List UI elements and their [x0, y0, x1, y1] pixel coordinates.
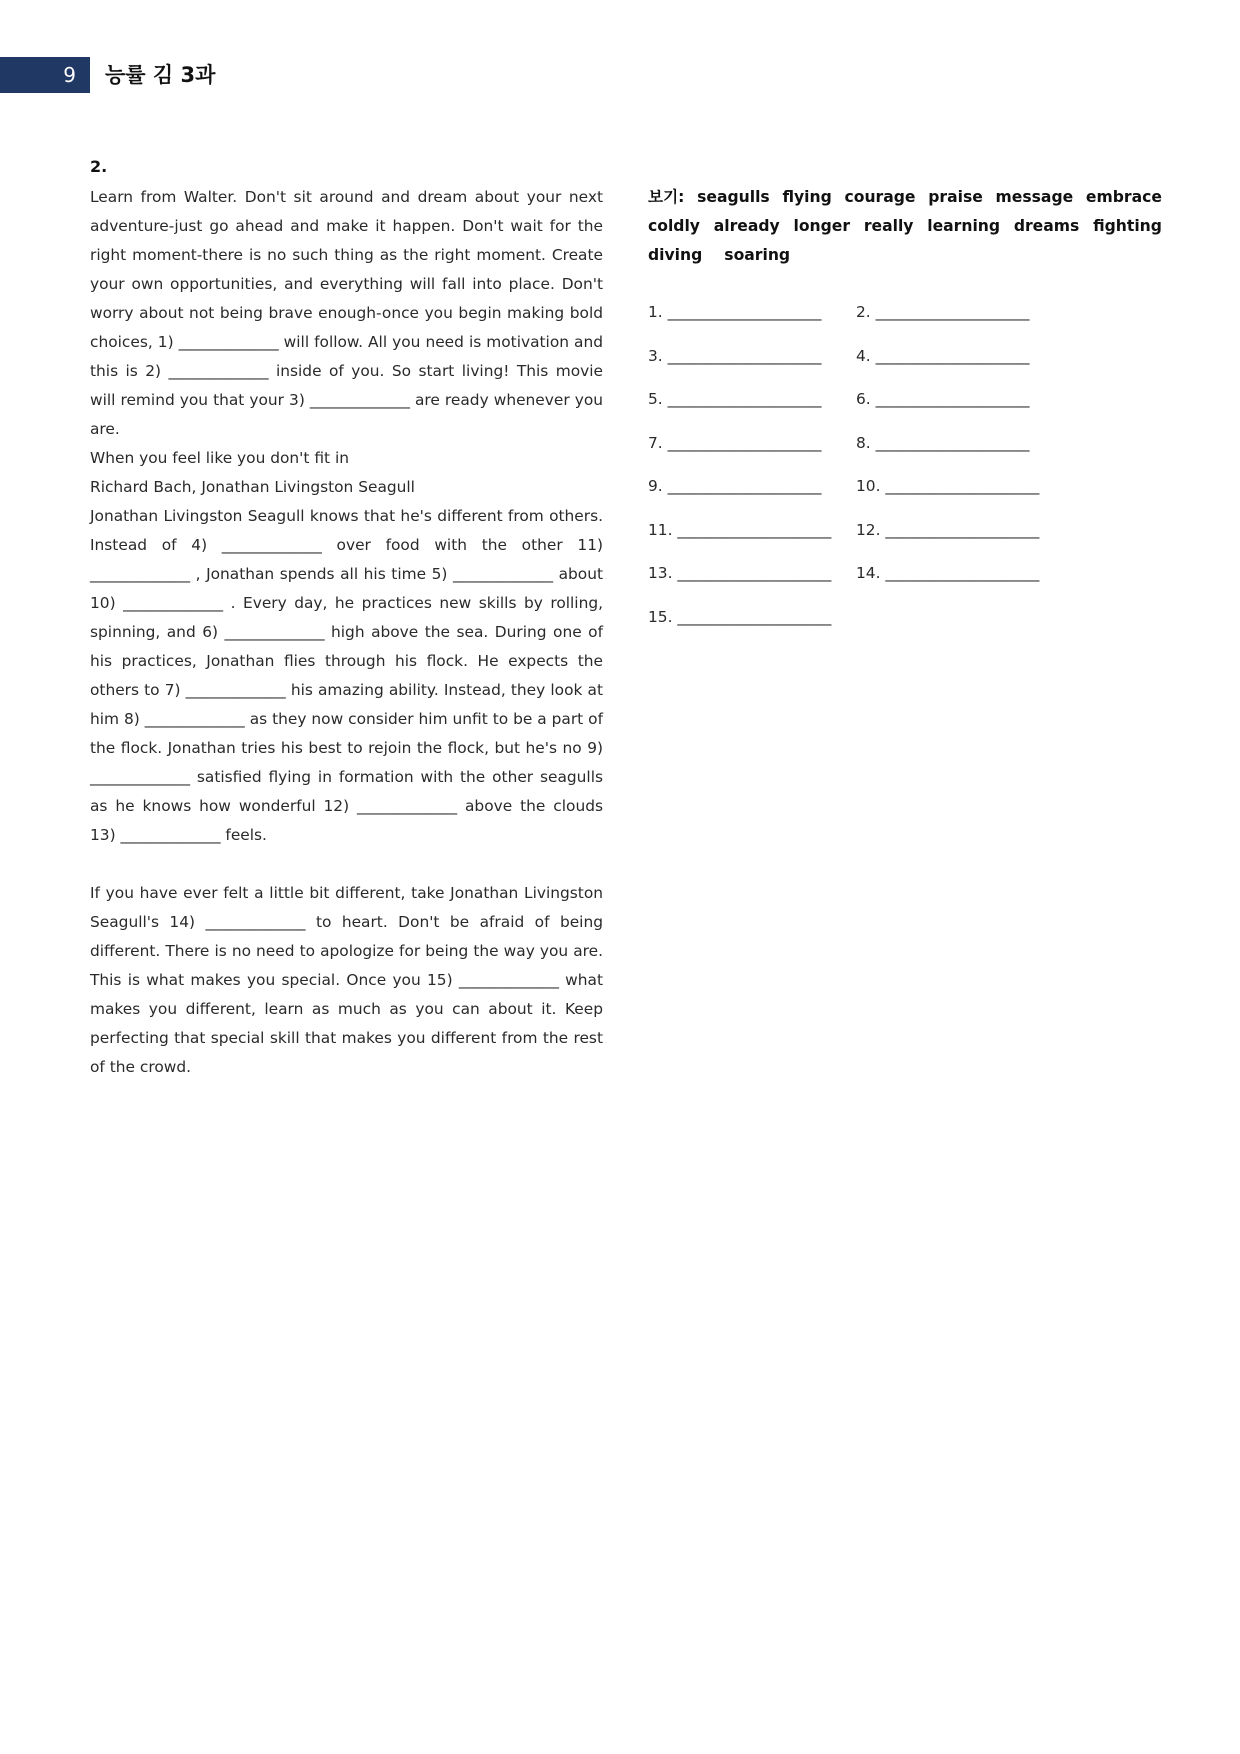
answer-blanks	[648, 298, 1068, 646]
answer-blank-14[interactable]: 14. ____________________	[856, 564, 1040, 582]
reading-passage	[90, 183, 603, 1082]
answer-blank-15[interactable]: 15. ____________________	[648, 607, 832, 626]
answer-blank-6[interactable]: 6. ____________________	[856, 390, 1030, 408]
answer-blank-2[interactable]: 2. ____________________	[856, 303, 1030, 321]
answer-blank-4[interactable]: 4. ____________________	[856, 346, 1030, 365]
unit-title: 능률 김 3과	[105, 63, 216, 87]
passage-book-reference: Richard Bach, Jonathan Livingston Seagull	[90, 478, 415, 496]
word-bank-word: courage	[844, 188, 916, 206]
word-bank-row-2	[648, 212, 1162, 241]
answer-blank-5[interactable]: 5. ____________________	[648, 390, 822, 408]
answer-row	[648, 429, 1068, 473]
word-bank	[648, 183, 1162, 270]
answer-blank-3[interactable]: 3. ____________________	[648, 346, 822, 365]
passage-subheading: When you feel like you don't fit in	[90, 449, 349, 467]
passage-paragraph-3: If you have ever felt a little bit different, take Jonathan Livingston Seagull's 14) _____________ to heart. Don't be afraid of being different. There is no need to apologize for being the way you are. This is what makes you special. Once you 15) _____________ what makes you different, learn as much as you can about it. Keep perfecting that special skill that makes you different from the rest of the crowd.	[90, 884, 603, 1076]
word-bank-word: dreams	[1013, 217, 1080, 235]
word-bank-word: fighting	[1093, 217, 1162, 235]
answer-blank-13[interactable]: 13. ____________________	[648, 564, 832, 582]
answer-blank-10[interactable]: 10. ____________________	[856, 477, 1040, 495]
answer-row	[648, 603, 1068, 647]
answer-row	[648, 516, 1068, 560]
answer-row	[648, 559, 1068, 603]
paragraph-spacer	[90, 850, 603, 879]
word-bank-word: really	[863, 217, 914, 235]
word-bank-word: message	[995, 188, 1074, 206]
word-bank-word: learning	[927, 217, 1001, 235]
page-number-badge	[0, 57, 90, 93]
answer-row	[648, 385, 1068, 429]
word-bank-word: soaring	[724, 246, 791, 264]
answer-blank-1[interactable]: 1. ____________________	[648, 303, 822, 321]
answer-blank-11[interactable]: 11. ____________________	[648, 520, 832, 539]
answer-row	[648, 342, 1068, 386]
word-bank-word: embrace	[1085, 188, 1162, 206]
word-bank-row-1	[648, 183, 1162, 212]
word-bank-word: longer	[793, 217, 851, 235]
answer-row	[648, 298, 1068, 342]
word-bank-word: flying	[782, 188, 832, 206]
word-bank-word: praise	[928, 188, 983, 206]
answer-blank-9[interactable]: 9. ____________________	[648, 477, 822, 495]
answer-blank-12[interactable]: 12. ____________________	[856, 520, 1040, 539]
word-bank-row-3	[648, 241, 1162, 270]
section-number: 2.	[90, 157, 108, 176]
answer-blank-8[interactable]: 8. ____________________	[856, 433, 1030, 452]
word-bank-word: diving	[648, 246, 703, 264]
word-bank-word: coldly	[648, 217, 700, 235]
passage-paragraph-2: Jonathan Livingston Seagull knows that he's different from others. Instead of 4) _____________ over food with the other 11) _____________ , Jonathan spends all his time 5) _____________ about 10) _____________ . Every day, he practices new skills by rolling, spinning, and 6) _____________ high above the sea. During one of his practices, Jonathan flies through his flock. He expects the others to 7) _____________ his amazing ability. Instead, they look at him 8) _____________ as they now consider him unfit to be a part of the flock. Jonathan tries his best to rejoin the flock, but he's no 9) _____________ satisfied flying in formation with the other seagulls as he knows how wonderful 12) _____________ above the clouds 13) _____________ feels.	[90, 507, 603, 844]
word-bank-word: seagulls	[697, 188, 770, 206]
page-number: 9	[63, 63, 76, 87]
answer-blank-7[interactable]: 7. ____________________	[648, 433, 822, 452]
passage-paragraph-1: Learn from Walter. Don't sit around and dream about your next adventure-just go ahead and make it happen. Don't wait for the right moment-there is no such thing as the right moment. Create your own opportunities, and everything will fall into place. Don't worry about not being brave enough-once you begin making bold choices, 1) _____________ will follow. All you need is motivation and this is 2) _____________ inside of you. So start living! This movie will remind you that your 3) _____________ are ready whenever you are.	[90, 188, 603, 438]
word-bank-label: 보기:	[648, 188, 685, 206]
word-bank-word: already	[713, 217, 780, 235]
answer-row	[648, 472, 1068, 516]
